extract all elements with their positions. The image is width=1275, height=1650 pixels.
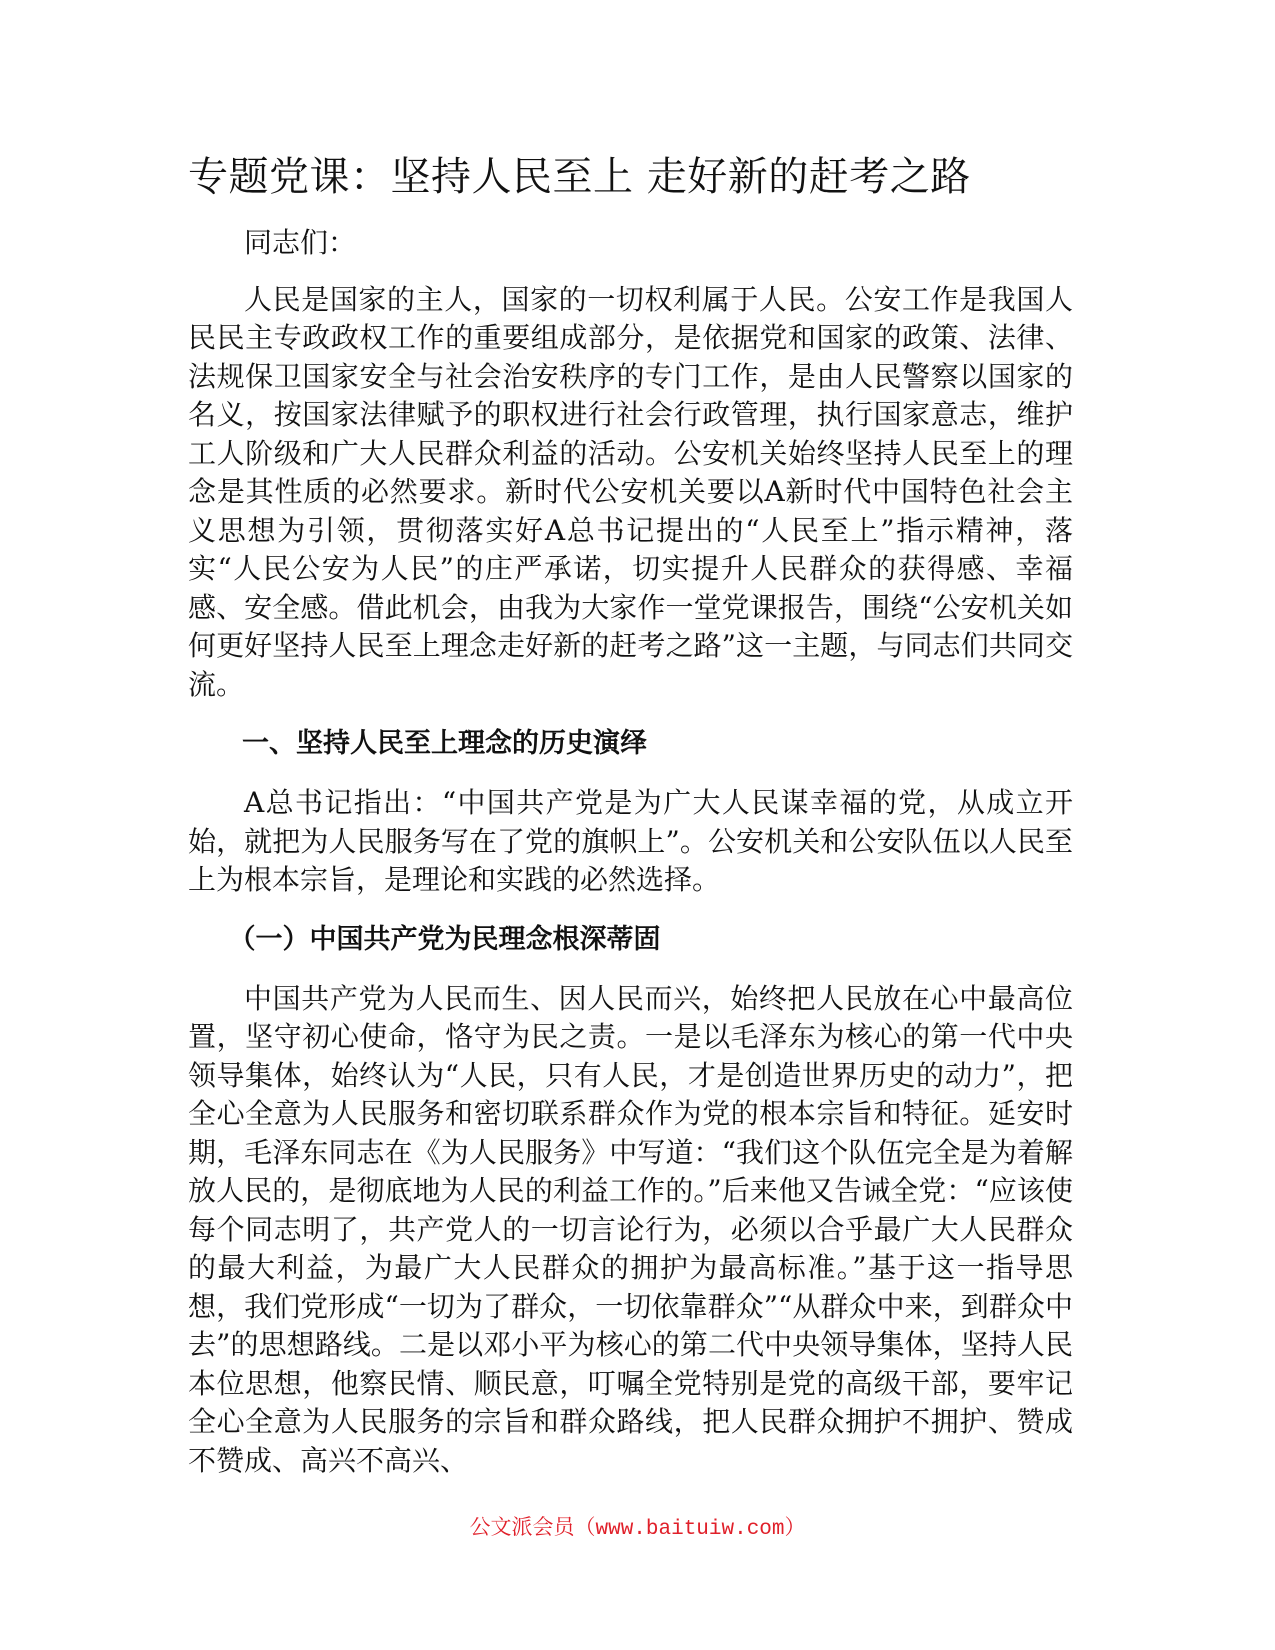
section-paragraph: A总书记指出：“中国共产党是为广大人民谋幸福的党，从成立开始，就把为人民服务写在了党的旗帜上”。公安机关和公安队伍以人民至上为根本宗旨，是理论和实践的必然选择。	[188, 786, 1073, 896]
greeting: 同志们：	[244, 226, 357, 259]
document-body	[188, 224, 1073, 1480]
document-title: 专题党课：坚持人民至上 走好新的赶考之路	[188, 154, 971, 200]
footer-label: 公文派会员（	[469, 1515, 596, 1539]
subsection-paragraph: 中国共产党为人民而生、因人民而兴，始终把人民放在心中最高位置，坚守初心使命，恪守为民之责。一是以毛泽东为核心的第一代中央领导集体，始终认为“人民，只有人民，才是创造世界历史的动力”，把全心全意为人民服务和密切联系群众作为党的根本宗旨和特征。延安时期，毛泽东同志在《为人民服务》中写道：“我们这个队伍完全是为着解放人民的，是彻底地为人民的利益工作的。”后来他又告诫全党：“应该使每个同志明了，共产党人的一切言论行为，必须以合乎最广大人民群众的最大利益，为最广大人民群众的拥护为最高标准。”基于这一指导思想，我们党形成“一切为了群众，一切依靠群众”“从群众中来，到群众中去”的思想路线。二是以邓小平为核心的第二代中央领导集体，坚持人民本位思想，他察民情、顺民意，叮嘱全党特别是党的高级干部，要牢记全心全意为人民服务的宗旨和群众路线，把人民群众拥护不拥护、赞成不赞成、高兴不高兴、	[188, 981, 1073, 1477]
footer-close: ）	[784, 1515, 806, 1539]
section-heading: 一、坚持人民至上理念的历史演绎	[242, 728, 647, 759]
intro-paragraph: 人民是国家的主人，国家的一切权利属于人民。公安工作是我国人民民主专政政权工作的重要组成部分，是依据党和国家的政策、法律、法规保卫国家安全与社会治安秩序的专门工作，是由人民警察以国家的名义，按国家法律赋予的职权进行社会行政管理，执行国家意志，维护工人阶级和广大人民群众利益的活动。公安机关始终坚持人民至上的理念是其性质的必然要求。新时代公安机关要以A新时代中国特色社会主义思想为引领，贯彻落实好A总书记提出的“人民至上”指示精神，落实“人民公安为人民”的庄严承诺，切实提升人民群众的获得感、幸福感、安全感。借此机会，由我为大家作一堂党课报告，围绕“公安机关如何更好坚持人民至上理念走好新的赶考之路”这一主题，与同志们共同交流。	[188, 282, 1073, 701]
footer-watermark	[0, 1513, 1275, 1544]
subsection-heading: （一）中国共产党为民理念根深蒂固	[228, 923, 661, 955]
footer-url[interactable]: www.baituiw.com	[595, 1518, 785, 1541]
